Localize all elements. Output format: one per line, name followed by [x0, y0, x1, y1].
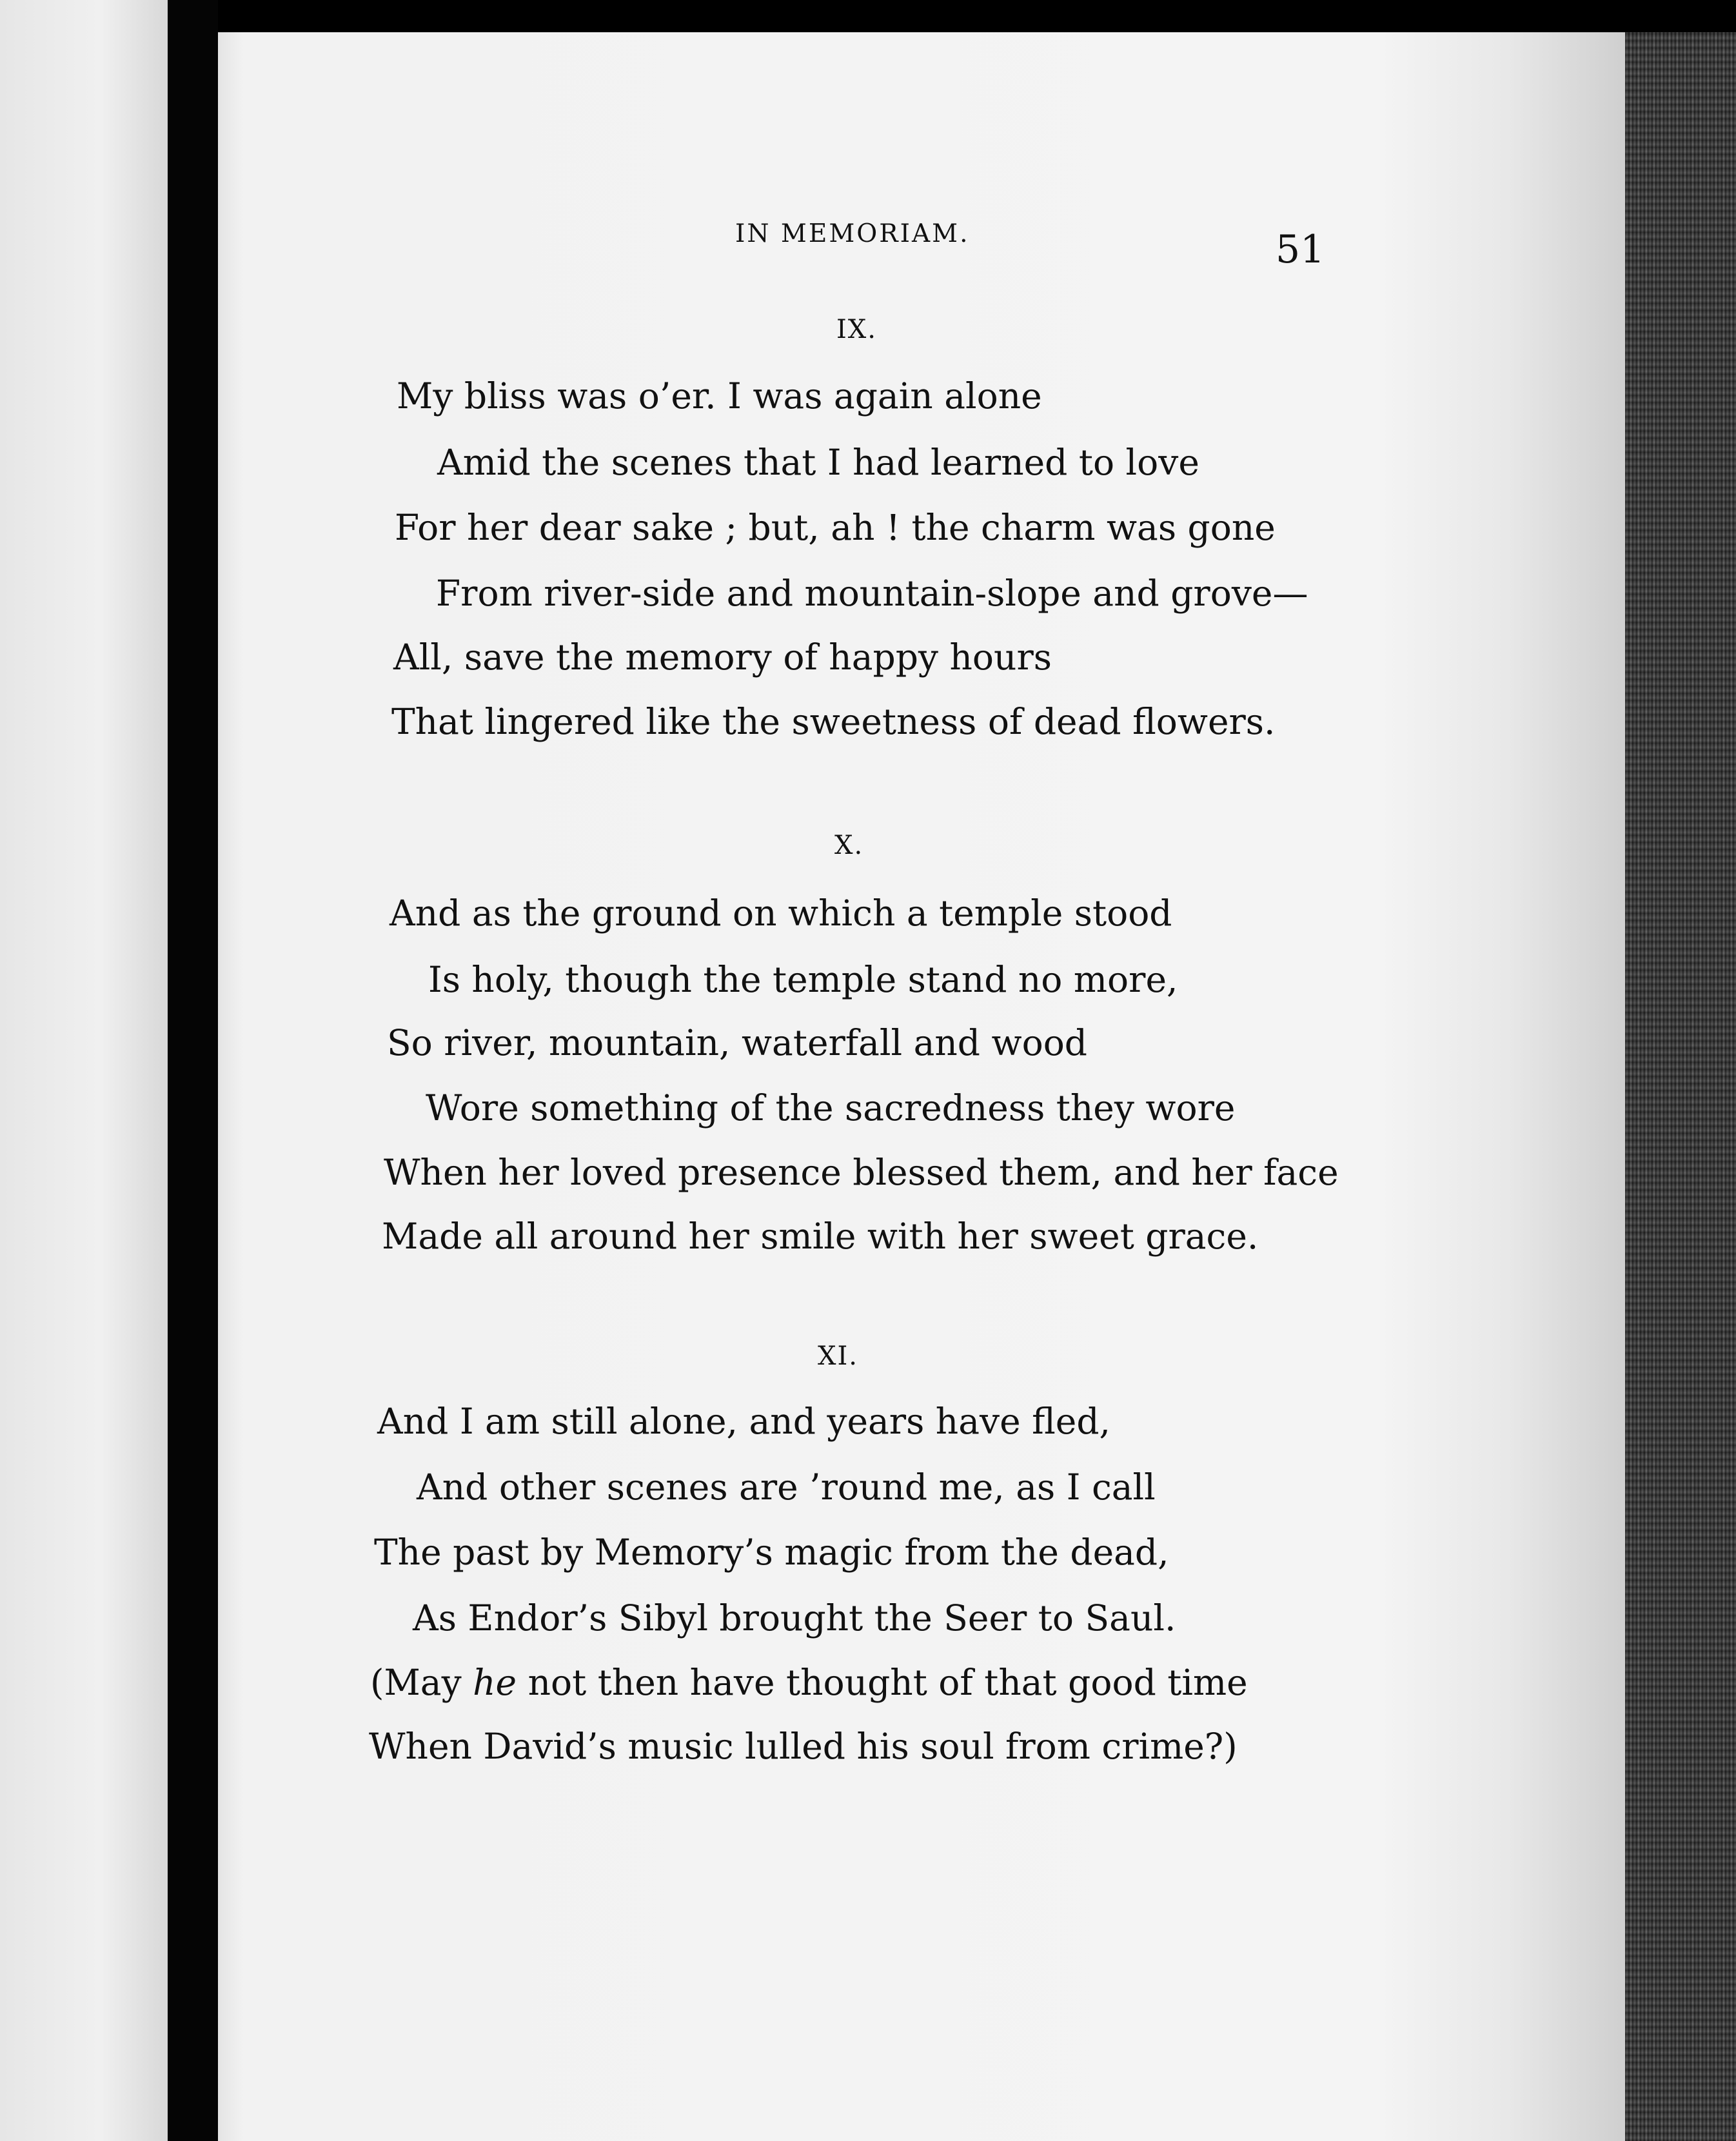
poem-line: And as the ground on which a temple stood — [390, 893, 1172, 934]
poem-line: The past by Memory’s magic from the dead, — [374, 1532, 1169, 1573]
poem-line: When her loved presence blessed them, and her face — [384, 1152, 1339, 1193]
poem-line: For her dear sake ; but, ah ! the charm was gone — [395, 507, 1276, 548]
poem-line: When David’s music lulled his soul from crime?) — [369, 1726, 1238, 1767]
running-title: IN MEMORIAM. — [735, 219, 970, 248]
page-number: 51 — [1276, 227, 1325, 272]
poem-line: From river-side and mountain-slope and grove— — [436, 573, 1308, 614]
poem-line: And other scenes are ’round me, as I call — [417, 1466, 1156, 1508]
poem-line: So river, mountain, waterfall and wood — [387, 1022, 1088, 1063]
section-heading-ix: IX. — [836, 315, 877, 344]
poem-line-text: not then have thought of that good time — [517, 1662, 1248, 1703]
section-heading-xi: XI. — [818, 1341, 858, 1371]
poem-line-text: (May — [370, 1662, 473, 1703]
italic-word: he — [473, 1662, 517, 1703]
poem-line: My bliss was o’er. I was again alone — [397, 375, 1042, 417]
poem-line: Is holy, though the temple stand no more, — [428, 959, 1178, 1000]
poem-line-with-italic — [370, 1662, 1248, 1703]
poem-line: Made all around her smile with her sweet grace. — [382, 1216, 1259, 1257]
poem-line: All, save the memory of happy hours — [393, 636, 1052, 678]
left-page-edge — [0, 0, 168, 2141]
section-heading-x: X. — [834, 831, 864, 860]
poem-line: And I am still alone, and years have fled, — [377, 1401, 1111, 1442]
page-stack-edge — [1625, 32, 1736, 2141]
poem-line: Amid the scenes that I had learned to love — [437, 442, 1199, 483]
book-gutter — [169, 0, 218, 2141]
poem-line: As Endor’s Sibyl brought the Seer to Saul. — [413, 1597, 1176, 1639]
book-page — [218, 32, 1625, 2141]
poem-line: That lingered like the sweetness of dead flowers. — [391, 701, 1276, 742]
poem-line: Wore something of the sacredness they wore — [426, 1087, 1236, 1129]
